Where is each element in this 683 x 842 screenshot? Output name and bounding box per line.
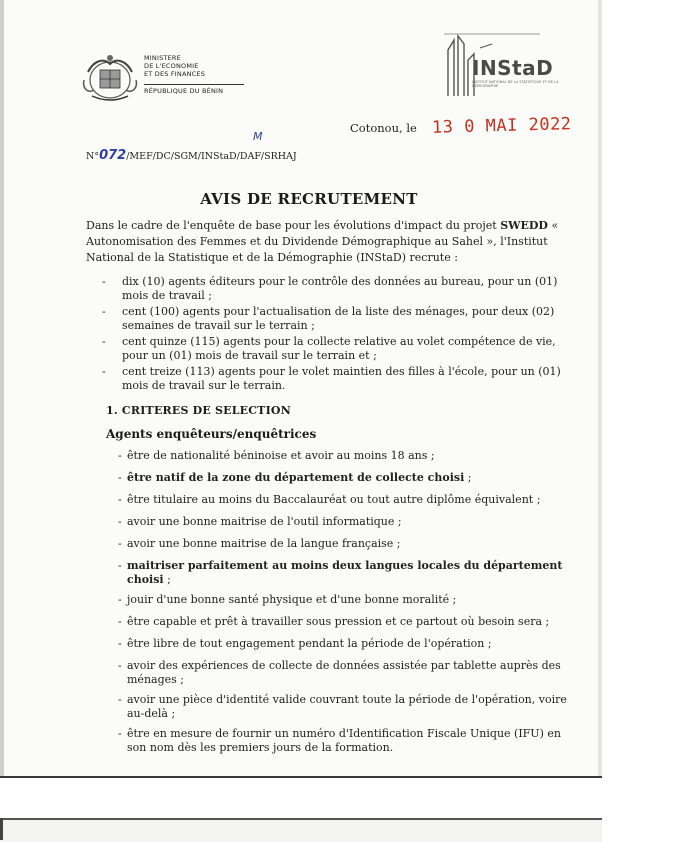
list-item: - dix (10) agents éditeurs pour le contrôle des données au bureau, pour un (01) mois de travail ; [102,275,558,302]
list-item: - être capable et prêt à travailler sous pression et ce partout où besoin sera ; [118,615,550,628]
list-item: - être titulaire au moins du Baccalauréat ou tout autre diplôme équivalent ; [118,493,541,506]
list-item: - être natif de la zone du département de collecte choisi ; [118,471,472,484]
list-item: - avoir une bonne maitrise de la langue française ; [118,537,401,550]
date-stamp: 13 0 MAI 2022 [431,114,572,138]
benin-coat-of-arms-icon [80,50,140,106]
page-edge [598,0,602,778]
list-item: - maitriser parfaitement au moins deux langues locales du département choisi ; [118,559,563,586]
criteria-list [118,449,578,755]
letterhead-rule [144,84,244,85]
list-item: - être en mesure de fournir un numéro d'Identification Fiscale Unique (IFU) en son nom dès les premiers jours de la formation. [118,727,561,754]
intro-paragraph: Dans le cadre de l'enquête de base pour les évolutions d'impact du projet SWEDD « Autonomisation des Femmes et du Dividende Démographique au Sahel », l'Institut National de la Statistique et de la Démographie (INStaD) recrute : [86,219,559,264]
reference-handwritten-number: 072 [99,148,127,163]
subsection-heading: Agents enquêteurs/enquêtrices [106,427,317,441]
page-bottom-edge [0,776,602,778]
list-item: - être libre de tout engagement pendant la période de l'opération ; [118,637,492,650]
instad-logo-subtitle: INSTITUT NATIONAL DE LA STATISTIQUE ET DE LA DEMOGRAPHIE [472,80,559,88]
ministry-name: MINISTERE DE L'ECONOMIE ET DES FINANCES [144,54,206,78]
list-item: - avoir une bonne maitrise de l'outil informatique ; [118,515,402,528]
next-page-edge [0,818,602,842]
list-item: - être de nationalité béninoise et avoir au moins 18 ans ; [118,449,435,462]
page-edge [0,0,4,778]
republic-name: RÉPUBLIQUE DU BÉNIN [144,87,224,95]
handwritten-initial: M [253,130,263,143]
next-page-shadow [0,818,3,840]
instad-logo-text: INStaD [472,56,554,80]
list-item: - cent treize (113) agents pour le volet maintien des filles à l'école, pour un (01) mois de travail sur le terrain. [102,365,561,392]
reference-path: /MEF/DC/SGM/INStaD/DAF/SRHAJ [126,151,297,162]
list-item: - avoir une pièce d'identité valide couvrant toute la période de l'opération, voire au-delà ; [118,693,567,720]
list-item: - avoir des expériences de collecte de données assistée par tablette auprès des ménages ; [118,659,561,686]
section-heading: 1. CRITERES DE SELECTION [106,404,291,417]
document-title: AVIS DE RECRUTEMENT [200,190,418,208]
reference-number [86,148,297,163]
reference-prefix: N° [86,151,100,162]
list-item: - jouir d'une bonne santé physique et d'une bonne moralité ; [118,593,457,606]
place-label: Cotonou, le [350,121,417,135]
list-item: - cent quinze (115) agents pour la collecte relative au volet compétence de vie, pour un (01) mois de travail sur le terrain et ; [102,335,556,362]
list-item: - cent (100) agents pour l'actualisation de la liste des ménages, pour deux (02) semaines de travail sur le terrain ; [102,305,555,332]
recruitment-list [102,275,562,393]
